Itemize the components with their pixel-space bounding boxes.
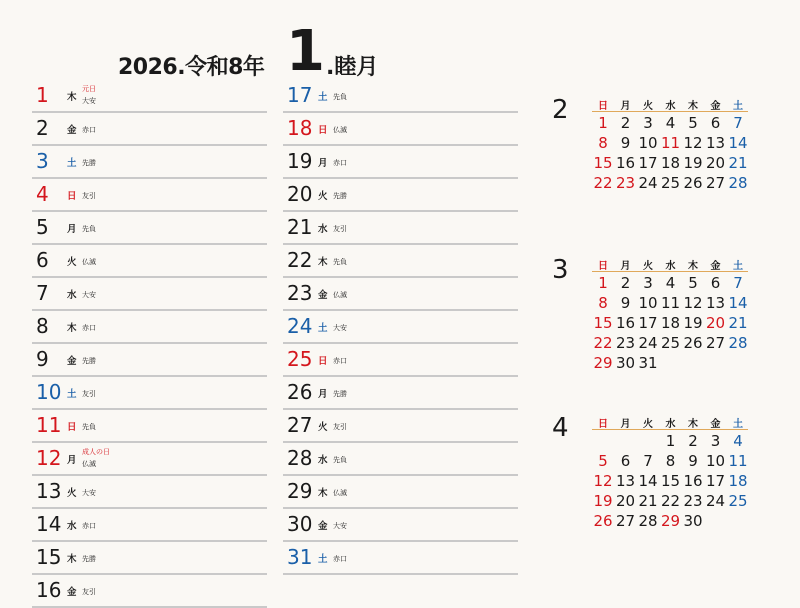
mini-day-cell: 12 <box>683 294 703 312</box>
mini-day-cell: 5 <box>688 274 698 292</box>
weekday-label: 日 <box>67 422 77 433</box>
mini-week-row <box>592 112 748 132</box>
day-row <box>283 311 518 344</box>
day-row <box>283 377 518 410</box>
weekday-header-cell: 金 <box>710 101 721 112</box>
weekday-label: 土 <box>67 158 77 169</box>
mini-day-cell: 1 <box>665 432 676 450</box>
mini-month-grid <box>592 95 748 192</box>
day-row <box>283 278 518 311</box>
rokuyo-label: 友引 <box>82 390 96 398</box>
mini-day-cell: 29 <box>593 354 613 372</box>
weekday-header-cell: 金 <box>710 261 721 272</box>
mini-day-cell: 20 <box>705 314 726 332</box>
mini-day-cell: 29 <box>660 512 681 530</box>
day-row <box>283 410 518 443</box>
weekday-label: 月 <box>67 224 77 235</box>
weekday-header-cell: 木 <box>688 419 698 430</box>
day-number: 26 <box>287 380 313 404</box>
weekday-label: 月 <box>318 158 328 169</box>
day-row <box>32 278 267 311</box>
mini-day-cell: 27 <box>705 334 726 352</box>
weekday-header-cell: 月 <box>620 261 631 272</box>
day-number: 13 <box>36 479 62 503</box>
day-number: 8 <box>36 314 49 338</box>
mini-day-cell: 25 <box>660 174 681 192</box>
day-row <box>32 113 267 146</box>
mini-day-cell: 23 <box>683 492 703 510</box>
mini-day-cell: 16 <box>683 472 703 490</box>
weekday-header-cell: 土 <box>733 101 743 112</box>
day-number: 18 <box>287 116 313 140</box>
mini-day-cell: 1 <box>598 274 608 292</box>
day-row <box>32 410 267 443</box>
day-number: 10 <box>36 380 62 404</box>
mini-day-cell: 19 <box>593 492 613 510</box>
mini-day-cell: 30 <box>615 354 636 372</box>
mini-month-number: 4 <box>552 413 569 443</box>
weekday-header-cell: 日 <box>598 101 608 112</box>
year-label: 2026.令和8年 <box>118 55 265 80</box>
mini-day-cell: 28 <box>728 334 748 352</box>
weekday-header-cell: 水 <box>665 419 676 430</box>
weekday-header-cell: 日 <box>598 261 608 272</box>
rokuyo-label: 大安 <box>333 522 347 530</box>
day-number: 3 <box>36 149 49 173</box>
rokuyo-label: 赤口 <box>333 555 347 563</box>
weekday-label: 金 <box>67 587 77 598</box>
day-list-column-2 <box>283 80 518 575</box>
mini-day-cell: 17 <box>638 314 658 332</box>
mini-week-row <box>592 132 748 152</box>
day-number: 24 <box>287 314 313 338</box>
weekday-header <box>592 255 748 272</box>
rokuyo-label: 大安 <box>333 324 347 332</box>
day-number: 12 <box>36 446 62 470</box>
mini-day-cell: 23 <box>615 334 636 352</box>
mini-day-cell: 7 <box>733 114 743 132</box>
mini-day-cell: 8 <box>598 294 608 312</box>
weekday-label: 水 <box>318 455 328 466</box>
mini-day-cell: 31 <box>638 354 658 372</box>
mini-day-cell: 24 <box>705 492 726 510</box>
rokuyo-label: 赤口 <box>82 126 96 134</box>
rokuyo-label: 先勝 <box>82 555 96 563</box>
mini-day-cell: 10 <box>638 134 658 152</box>
mini-week-row <box>592 430 748 450</box>
day-row <box>32 311 267 344</box>
weekday-label: 水 <box>318 224 328 235</box>
mini-day-cell: 17 <box>638 154 658 172</box>
rokuyo-label: 大安 <box>82 489 96 497</box>
mini-week-row <box>592 312 748 332</box>
mini-day-cell: 15 <box>660 472 681 490</box>
mini-day-cell: 9 <box>620 294 631 312</box>
mini-day-cell: 1 <box>598 114 608 132</box>
day-number: 15 <box>36 545 62 569</box>
weekday-header-cell: 木 <box>688 261 698 272</box>
day-row <box>32 476 267 509</box>
rokuyo-label: 仏滅 <box>82 460 96 468</box>
day-row <box>32 212 267 245</box>
weekday-header-cell: 金 <box>710 419 721 430</box>
mini-day-cell: 22 <box>593 334 613 352</box>
weekday-header-cell: 水 <box>665 261 676 272</box>
weekday-header <box>592 413 748 430</box>
mini-day-cell: 18 <box>660 314 681 332</box>
rokuyo-label: 先勝 <box>82 159 96 167</box>
mini-day-cell: 26 <box>683 174 703 192</box>
mini-day-cell: 16 <box>615 314 636 332</box>
weekday-header <box>592 95 748 112</box>
mini-day-cell: 4 <box>665 274 676 292</box>
mini-day-cell: 25 <box>728 492 748 510</box>
day-number: 11 <box>36 413 62 437</box>
day-row <box>283 344 518 377</box>
day-row <box>32 509 267 542</box>
day-number: 1 <box>36 83 49 107</box>
day-row <box>32 542 267 575</box>
weekday-label: 土 <box>318 92 328 103</box>
day-number: 6 <box>36 248 49 272</box>
mini-week-row <box>592 272 748 292</box>
day-row <box>283 179 518 212</box>
rokuyo-label: 先負 <box>333 258 347 266</box>
mini-day-cell: 18 <box>660 154 681 172</box>
mini-day-cell: 7 <box>733 274 743 292</box>
day-number: 23 <box>287 281 313 305</box>
rokuyo-label: 赤口 <box>333 357 347 365</box>
day-number: 22 <box>287 248 313 272</box>
day-number: 16 <box>36 578 62 602</box>
day-row <box>32 443 267 476</box>
mini-day-cell: 22 <box>593 174 613 192</box>
day-row <box>283 509 518 542</box>
day-number: 9 <box>36 347 49 371</box>
mini-day-cell: 19 <box>683 314 703 332</box>
day-number: 4 <box>36 182 49 206</box>
weekday-label: 木 <box>67 554 77 565</box>
day-row <box>32 377 267 410</box>
day-number: 31 <box>287 545 313 569</box>
rokuyo-label: 先勝 <box>333 192 347 200</box>
mini-day-cell: 12 <box>683 134 703 152</box>
mini-day-cell: 18 <box>728 472 748 490</box>
mini-day-cell: 4 <box>733 432 743 450</box>
weekday-header-cell: 日 <box>598 419 608 430</box>
mini-day-cell: 27 <box>615 512 636 530</box>
mini-day-cell: 3 <box>710 432 721 450</box>
day-number: 25 <box>287 347 313 371</box>
mini-week-row <box>592 172 748 192</box>
day-row <box>283 212 518 245</box>
day-number: 27 <box>287 413 313 437</box>
mini-day-cell: 17 <box>705 472 726 490</box>
day-row <box>32 245 267 278</box>
mini-day-cell: 2 <box>688 432 698 450</box>
rokuyo-label: 友引 <box>333 225 347 233</box>
mini-day-cell: 10 <box>638 294 658 312</box>
rokuyo-label: 仏滅 <box>333 489 347 497</box>
mini-day-cell: 15 <box>593 154 613 172</box>
mini-day-cell: 21 <box>728 314 748 332</box>
mini-day-cell: 11 <box>660 134 681 152</box>
weekday-label: 火 <box>67 488 77 499</box>
mini-day-cell: 7 <box>643 452 653 470</box>
mini-day-cell: 6 <box>620 452 631 470</box>
weekday-label: 木 <box>67 92 77 103</box>
rokuyo-label: 先負 <box>333 93 347 101</box>
mini-month-grid <box>592 413 748 530</box>
weekday-label: 金 <box>318 521 328 532</box>
mini-day-cell: 24 <box>638 174 658 192</box>
mini-day-cell: 14 <box>728 134 748 152</box>
weekday-label: 木 <box>318 488 328 499</box>
mini-day-cell: 26 <box>593 512 613 530</box>
weekday-label: 水 <box>67 521 77 532</box>
weekday-label: 金 <box>67 356 77 367</box>
mini-day-cell: 27 <box>705 174 726 192</box>
mini-week-row <box>592 490 748 510</box>
rokuyo-label: 赤口 <box>82 324 96 332</box>
mini-week-row <box>592 152 748 172</box>
mini-day-cell: 23 <box>615 174 636 192</box>
weekday-label: 日 <box>67 191 77 202</box>
weekday-label: 火 <box>67 257 77 268</box>
mini-day-cell: 13 <box>705 294 726 312</box>
weekday-label: 日 <box>318 356 328 367</box>
mini-day-cell: 12 <box>593 472 613 490</box>
mini-week-row <box>592 470 748 490</box>
mini-day-cell: 22 <box>660 492 681 510</box>
rokuyo-label: 先勝 <box>333 390 347 398</box>
mini-week-row <box>592 292 748 312</box>
day-number: 14 <box>36 512 62 536</box>
mini-day-cell: 15 <box>593 314 613 332</box>
mini-day-cell: 14 <box>728 294 748 312</box>
weekday-label: 火 <box>318 422 328 433</box>
weekday-label: 土 <box>318 323 328 334</box>
mini-day-cell: 9 <box>620 134 631 152</box>
mini-day-cell: 28 <box>638 512 658 530</box>
mini-day-cell: 8 <box>665 452 676 470</box>
rokuyo-label: 友引 <box>333 423 347 431</box>
day-row <box>283 113 518 146</box>
mini-day-cell: 30 <box>683 512 703 530</box>
mini-week-row <box>592 510 748 530</box>
mini-day-cell: 21 <box>638 492 658 510</box>
day-number: 7 <box>36 281 49 305</box>
day-row <box>283 146 518 179</box>
weekday-header-cell: 月 <box>620 419 631 430</box>
day-row <box>283 80 518 113</box>
day-row <box>32 80 267 113</box>
mini-month-number: 3 <box>552 255 569 285</box>
day-row <box>32 344 267 377</box>
weekday-label: 日 <box>318 125 328 136</box>
day-number: 20 <box>287 182 313 206</box>
rokuyo-label: 大安 <box>82 291 96 299</box>
mini-day-cell: 10 <box>705 452 726 470</box>
mini-week-row <box>592 450 748 470</box>
weekday-header-cell: 木 <box>688 101 698 112</box>
rokuyo-label: 先負 <box>82 423 96 431</box>
weekday-header-cell: 火 <box>643 419 653 430</box>
month-name: .睦月 <box>326 55 379 80</box>
day-number: 17 <box>287 83 313 107</box>
day-row <box>32 575 267 608</box>
mini-day-cell: 2 <box>620 114 631 132</box>
rokuyo-label: 赤口 <box>333 159 347 167</box>
mini-day-cell: 6 <box>710 114 721 132</box>
weekday-header-cell: 水 <box>665 101 676 112</box>
mini-day-cell: 20 <box>705 154 726 172</box>
mini-week-row <box>592 352 748 372</box>
mini-month-grid <box>592 255 748 372</box>
rokuyo-label: 大安 <box>82 97 96 105</box>
mini-month-number: 2 <box>552 95 569 125</box>
day-row <box>32 146 267 179</box>
day-number: 28 <box>287 446 313 470</box>
rokuyo-label: 友引 <box>82 192 96 200</box>
mini-day-cell: 3 <box>643 274 653 292</box>
rokuyo-label: 友引 <box>82 588 96 596</box>
mini-day-cell: 19 <box>683 154 703 172</box>
day-row <box>32 179 267 212</box>
day-row <box>283 476 518 509</box>
day-number: 5 <box>36 215 49 239</box>
weekday-label: 月 <box>67 455 77 466</box>
mini-day-cell: 3 <box>643 114 653 132</box>
rokuyo-label: 先負 <box>82 225 96 233</box>
weekday-header-cell: 土 <box>733 261 743 272</box>
weekday-label: 月 <box>318 389 328 400</box>
mini-day-cell: 21 <box>728 154 748 172</box>
mini-day-cell: 6 <box>710 274 721 292</box>
mini-week-row <box>592 332 748 352</box>
mini-day-cell: 16 <box>615 154 636 172</box>
mini-day-cell: 2 <box>620 274 631 292</box>
mini-day-cell: 5 <box>688 114 698 132</box>
weekday-header-cell: 土 <box>733 419 743 430</box>
weekday-label: 木 <box>318 257 328 268</box>
mini-day-cell: 20 <box>615 492 636 510</box>
weekday-header-cell: 火 <box>643 101 653 112</box>
mini-day-cell: 8 <box>598 134 608 152</box>
mini-day-cell: 5 <box>598 452 608 470</box>
rokuyo-label: 先負 <box>333 456 347 464</box>
mini-day-cell: 9 <box>688 452 698 470</box>
rokuyo-label: 仏滅 <box>82 258 96 266</box>
mini-day-cell: 4 <box>665 114 676 132</box>
rokuyo-label: 先勝 <box>82 357 96 365</box>
day-row <box>283 443 518 476</box>
calendar-header <box>0 19 800 84</box>
rokuyo-label: 赤口 <box>82 522 96 530</box>
weekday-label: 土 <box>318 554 328 565</box>
mini-day-cell: 13 <box>705 134 726 152</box>
holiday-label: 元日 <box>82 85 96 93</box>
day-row <box>283 542 518 575</box>
month-number: 1 <box>286 19 325 84</box>
rokuyo-label: 仏滅 <box>333 126 347 134</box>
day-row <box>283 245 518 278</box>
weekday-label: 土 <box>67 389 77 400</box>
weekday-label: 金 <box>318 290 328 301</box>
mini-day-cell: 24 <box>638 334 658 352</box>
day-number: 29 <box>287 479 313 503</box>
weekday-label: 火 <box>318 191 328 202</box>
weekday-header-cell: 月 <box>620 101 631 112</box>
day-list-column-1 <box>32 80 267 608</box>
weekday-label: 木 <box>67 323 77 334</box>
mini-day-cell: 11 <box>660 294 681 312</box>
mini-day-cell: 11 <box>728 452 748 470</box>
weekday-header-cell: 火 <box>643 261 653 272</box>
day-number: 21 <box>287 215 313 239</box>
day-number: 19 <box>287 149 313 173</box>
rokuyo-label: 仏滅 <box>333 291 347 299</box>
mini-day-cell: 26 <box>683 334 703 352</box>
weekday-label: 水 <box>67 290 77 301</box>
mini-day-cell: 14 <box>638 472 658 490</box>
weekday-label: 金 <box>67 125 77 136</box>
day-number: 2 <box>36 116 49 140</box>
day-number: 30 <box>287 512 313 536</box>
mini-day-cell: 13 <box>615 472 636 490</box>
mini-day-cell: 28 <box>728 174 748 192</box>
holiday-label: 成人の日 <box>82 448 110 456</box>
mini-day-cell: 25 <box>660 334 681 352</box>
